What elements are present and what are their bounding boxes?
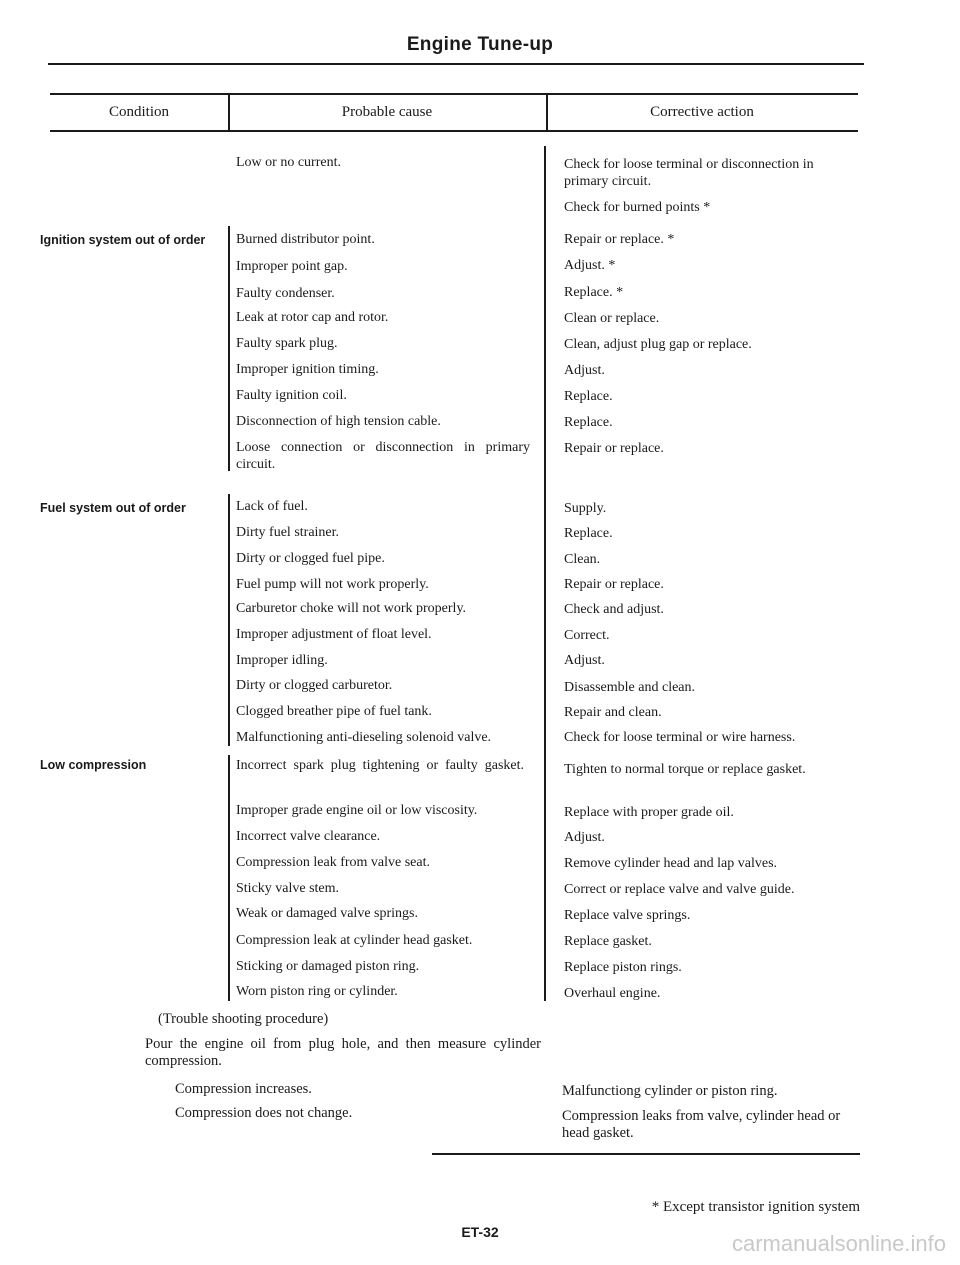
procedure-result-cause: Compression does not change. <box>175 1105 353 1121</box>
cause-text: Disconnection of high tension cable. <box>236 414 441 429</box>
action-text: Replace. <box>564 526 613 541</box>
page-number: ET-32 <box>461 1224 499 1240</box>
cause-text: Incorrect spark plug tightening or faulty gasket. <box>236 758 524 773</box>
cause-text: Dirty or clogged fuel pipe. <box>236 551 385 566</box>
cause-text: Burned distributor point. <box>236 232 375 247</box>
action-text: Repair or replace. <box>564 577 664 592</box>
action-text: Repair or replace. <box>564 441 664 456</box>
procedure-text: Pour the engine oil from plug hole, and then measure cylinder compression. <box>145 1036 541 1069</box>
cause-text: Incorrect valve clearance. <box>236 829 381 844</box>
condition-low-compression: Low compression <box>40 758 147 772</box>
action-text: Correct or replace valve and valve guide. <box>564 882 795 897</box>
action-text: Repair or replace. * <box>564 232 675 247</box>
header-condition: Condition <box>108 104 169 120</box>
action-text: Repair and clean. <box>564 705 662 720</box>
cause-text: Sticking or damaged piston ring. <box>236 959 420 974</box>
action-text: Supply. <box>564 501 607 516</box>
table-bottom-rule-left <box>432 1153 438 1155</box>
action-text: Check and adjust. <box>564 602 664 617</box>
condition-fuel-system: Fuel system out of order <box>40 501 186 515</box>
cause-text: Sticky valve stem. <box>236 881 340 896</box>
cause-text: Improper ignition timing. <box>236 362 379 377</box>
action-text: Adjust. * <box>564 258 616 273</box>
cause-text: Faulty condenser. <box>236 286 335 301</box>
page-title: Engine Tune-up <box>406 34 554 55</box>
action-column-divider <box>544 146 546 1001</box>
cause-text: Dirty fuel strainer. <box>236 525 340 540</box>
watermark: carmanualsonline.info <box>731 1231 946 1256</box>
cause-text: Improper adjustment of float level. <box>236 627 432 642</box>
cause-text: Weak or damaged valve springs. <box>236 906 418 921</box>
cause-column-divider-b <box>228 494 230 746</box>
action-text: Replace gasket. <box>564 934 652 949</box>
cause-text: Faulty spark plug. <box>236 336 338 351</box>
action-text: Clean. <box>564 552 601 567</box>
action-text: Adjust. <box>564 363 605 378</box>
action-text: Replace valve springs. <box>564 908 691 923</box>
cause-text: Low or no current. <box>236 155 341 170</box>
action-text: Correct. <box>564 628 610 643</box>
action-text: Tighten to normal torque or replace gasket. <box>564 762 806 777</box>
action-text: Clean or replace. <box>564 311 660 326</box>
cause-text: Lack of fuel. <box>236 499 308 514</box>
table-bottom-rule <box>432 1153 860 1155</box>
cause-text: Faulty ignition coil. <box>236 388 347 403</box>
action-text: Adjust. <box>564 830 605 845</box>
title-rule <box>48 63 864 65</box>
cause-text: Malfunctioning anti-dieseling solenoid valve. <box>236 730 492 745</box>
procedure-result-cause: Compression increases. <box>175 1081 312 1097</box>
condition-ignition-system: Ignition system out of order <box>40 233 206 247</box>
cause-text: Dirty or clogged carburetor. <box>236 678 393 693</box>
cause-text: Loose connection or disconnection in primary circuit. <box>236 440 530 472</box>
table-top-rule <box>50 93 858 95</box>
cause-text: Worn piston ring or cylinder. <box>236 984 398 999</box>
cause-column-divider-a <box>228 226 230 471</box>
procedure-result-action: Malfunctiong cylinder or piston ring. <box>562 1083 778 1099</box>
header-corrective-action: Corrective action <box>650 104 754 120</box>
cause-text: Clogged breather pipe of fuel tank. <box>236 704 432 719</box>
action-text: Overhaul engine. <box>564 986 661 1001</box>
action-text: Check for loose terminal or disconnection in primary circuit. <box>564 157 814 189</box>
procedure-heading: (Trouble shooting procedure) <box>158 1011 329 1027</box>
cause-text: Improper grade engine oil or low viscosity. <box>236 803 478 818</box>
action-text: Remove cylinder head and lap valves. <box>564 856 778 871</box>
cause-text: Improper point gap. <box>236 259 348 274</box>
action-text: Replace with proper grade oil. <box>564 805 734 820</box>
action-text: Replace. <box>564 389 613 404</box>
action-text: Replace. <box>564 415 613 430</box>
cause-text: Fuel pump will not work properly. <box>236 577 429 592</box>
procedure-result-action: Compression leaks from valve, cylinder head or head gasket. <box>562 1108 841 1141</box>
action-text: Clean, adjust plug gap or replace. <box>564 337 752 352</box>
action-text: Disassemble and clean. <box>564 680 696 695</box>
cause-text: Leak at rotor cap and rotor. <box>236 310 389 325</box>
header-probable-cause: Probable cause <box>341 104 433 120</box>
action-text: Replace. * <box>564 285 624 300</box>
action-text: Replace piston rings. <box>564 960 682 975</box>
cause-text: Improper idling. <box>236 653 328 668</box>
footnote: * Except transistor ignition system <box>651 1199 860 1215</box>
cause-text: Carburetor choke will not work properly. <box>236 601 467 616</box>
action-text: Check for loose terminal or wire harness. <box>564 730 796 745</box>
action-text: Adjust. <box>564 653 605 668</box>
action-text: Check for burned points * <box>564 200 711 215</box>
cause-text: Compression leak at cylinder head gasket. <box>236 933 473 948</box>
table-header-rule <box>50 130 858 132</box>
cause-column-divider-c <box>228 755 230 1001</box>
cause-text: Compression leak from valve seat. <box>236 855 431 870</box>
